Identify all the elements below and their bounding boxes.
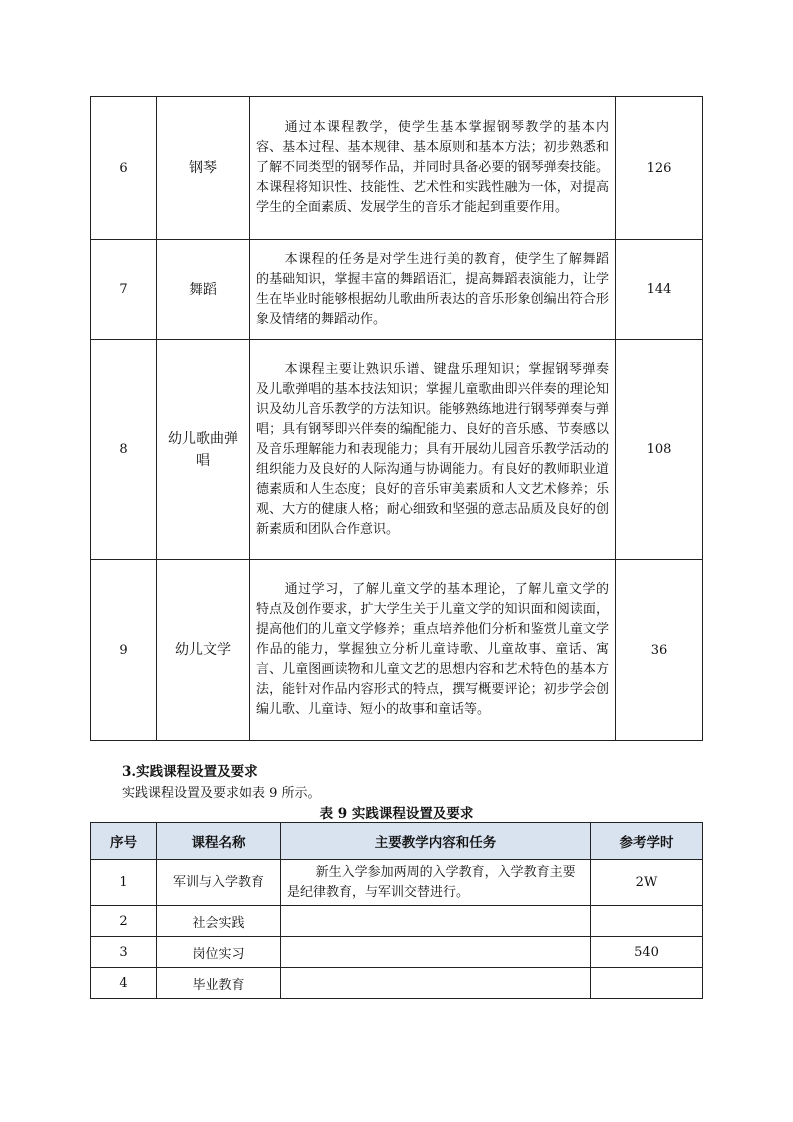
course-hours: 36 (616, 560, 703, 741)
row-number: 3 (91, 937, 157, 968)
course-description: 本课程主要让熟识乐谱、键盘乐理知识；掌握钢琴弹奏及儿歌弹唱的基本技法知识；掌握儿童歌曲即兴伴奏的理论知识及幼儿音乐教学的方法知识。能够熟练地进行钢琴弹奏与弹唱；具有钢琴即兴伴奏的编配能力、良好的音乐感、节奏感以及音乐理解能力和表现能力；具有开展幼儿园音乐教学活动的组织能力及良好的人际沟通与协调能力。有良好的教师职业道德素质和人生态度；良好的音乐审美素质和人文艺术修养；乐观、大方的健康人格；耐心细致和坚强的意志品质及良好的创新素质和团队合作意识。 (250, 340, 616, 560)
course-hours: 144 (616, 240, 703, 340)
course-description (281, 968, 591, 999)
course-hours (591, 968, 703, 999)
table-header-row (91, 823, 703, 860)
row-number: 8 (91, 340, 157, 560)
course-name: 毕业教育 (157, 968, 281, 999)
section-paragraph: 实践课程设置及要求如表 9 所示。 (122, 786, 321, 801)
table-row (91, 340, 703, 560)
course-description: 本课程的任务是对学生进行美的教育，使学生了解舞蹈的基础知识，掌握丰富的舞蹈语汇，提高舞蹈表演能力，让学生在毕业时能够根据幼儿歌曲所表达的音乐形象创编出符合形象及情绪的舞蹈动作。 (250, 240, 616, 340)
course-description (281, 937, 591, 968)
table-row (91, 968, 703, 999)
course-description: 通过学习，了解儿童文学的基本理论，了解儿童文学的特点及创作要求，扩大学生关于儿童文学的知识面和阅读面，提高他们的儿童文学修养；重点培养他们分析和鉴赏儿童文学作品的能力，掌握独立分析儿童诗歌、儿童故事、童话、寓言、儿童图画读物和儿童文艺的思想内容和艺术特色的基本方法，能针对作品内容形式的特点，撰写概要评论；初步学会创编儿歌、儿童诗、短小的故事和童话等。 (250, 560, 616, 741)
course-hours: 540 (591, 937, 703, 968)
header-hours: 参考学时 (591, 823, 703, 860)
row-number: 2 (91, 906, 157, 937)
row-number: 7 (91, 240, 157, 340)
section-heading: 3.实践课程设置及要求 (122, 764, 258, 780)
header-content: 主要教学内容和任务 (281, 823, 591, 860)
course-hours: 2W (591, 860, 703, 906)
table-row (91, 937, 703, 968)
course-name: 幼儿文学 (157, 560, 250, 741)
row-number: 4 (91, 968, 157, 999)
table-row (91, 860, 703, 906)
row-number: 1 (91, 860, 157, 906)
course-hours: 126 (616, 97, 703, 240)
course-hours: 108 (616, 340, 703, 560)
course-name: 岗位实习 (157, 937, 281, 968)
course-table-continued (90, 96, 703, 741)
table-caption: 表 9 实践课程设置及要求 (319, 806, 474, 822)
course-name: 幼儿歌曲弹唱 (157, 340, 250, 560)
table-row (91, 240, 703, 340)
course-name: 钢琴 (157, 97, 250, 240)
row-number: 6 (91, 97, 157, 240)
course-description: 新生入学参加两周的入学教育，入学教育主要是纪律教育，与军训交替进行。 (281, 860, 591, 906)
table-row (91, 560, 703, 741)
row-number: 9 (91, 560, 157, 741)
course-description (281, 906, 591, 937)
course-name: 社会实践 (157, 906, 281, 937)
course-hours (591, 906, 703, 937)
table-row (91, 906, 703, 937)
course-description: 通过本课程教学，使学生基本掌握钢琴教学的基本内容、基本过程、基本规律、基本原则和基本方法；初步熟悉和了解不同类型的钢琴作品，并同时具备必要的钢琴弹奏技能。本课程将知识性、技能性、艺术性和实践性融为一体，对提高学生的全面素质、发展学生的音乐才能起到重要作用。 (250, 97, 616, 240)
header-course-name: 课程名称 (157, 823, 281, 860)
course-name: 军训与入学教育 (157, 860, 281, 906)
table-row (91, 97, 703, 240)
header-number: 序号 (91, 823, 157, 860)
practice-course-table (90, 822, 703, 999)
course-name: 舞蹈 (157, 240, 250, 340)
